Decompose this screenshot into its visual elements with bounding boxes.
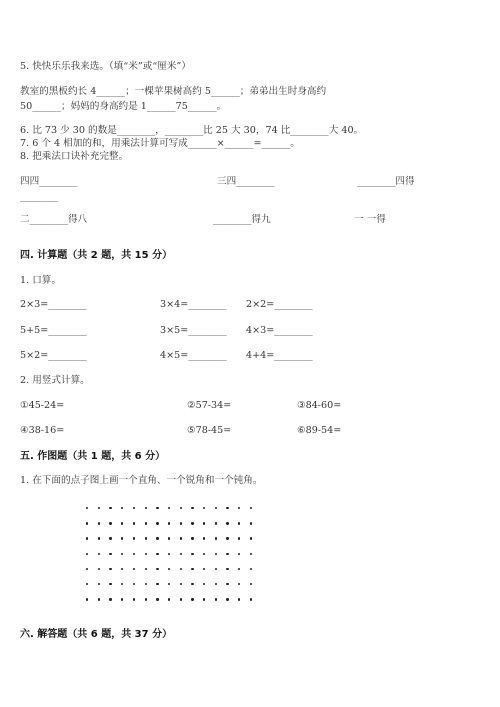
grid-dot <box>180 553 182 555</box>
grid-dot <box>215 598 217 600</box>
oral-item-4: 5+5=________ <box>20 325 87 336</box>
vertical-item-3: ③84-60= <box>297 400 342 411</box>
grid-dot <box>226 537 228 539</box>
grid-dot <box>226 522 228 524</box>
grid-dot <box>215 507 217 509</box>
grid-dot <box>215 553 217 555</box>
section5-heading: 五. 作图题（共 1 题，共 6 分） <box>20 451 166 462</box>
grid-dot <box>215 522 217 524</box>
grid-dot <box>203 507 205 509</box>
grid-dot <box>156 598 158 600</box>
grid-dot <box>250 553 252 555</box>
grid-dot <box>133 553 135 555</box>
grid-dot <box>238 522 240 524</box>
grid-dot <box>98 598 100 600</box>
section4-q1-title: 1. 口算。 <box>20 275 61 286</box>
grid-dot <box>156 537 158 539</box>
q8-title: 8. 把乘法口诀补充完整。 <box>20 151 129 162</box>
section4-q2-title: 2. 用竖式计算。 <box>20 375 90 386</box>
grid-dot <box>133 598 135 600</box>
grid-dot <box>86 553 88 555</box>
grid-dot <box>156 553 158 555</box>
grid-dot <box>203 522 205 524</box>
grid-dot <box>226 507 228 509</box>
q8-item-3: ________四得 <box>357 176 415 187</box>
grid-dot <box>191 583 193 585</box>
grid-dot <box>191 507 193 509</box>
vertical-item-6: ⑥89-54= <box>297 425 342 436</box>
oral-item-8: 4×5=________ <box>160 350 227 361</box>
grid-dot <box>109 537 111 539</box>
grid-dot <box>133 507 135 509</box>
grid-dot <box>145 568 147 570</box>
grid-dot <box>168 522 170 524</box>
grid-dot <box>86 507 88 509</box>
vertical-item-5: ⑤78-45= <box>187 425 232 436</box>
grid-dot <box>145 598 147 600</box>
grid-dot <box>215 568 217 570</box>
grid-dot <box>203 537 205 539</box>
grid-dot <box>250 522 252 524</box>
grid-dot <box>109 598 111 600</box>
grid-dot <box>203 568 205 570</box>
grid-dot <box>250 537 252 539</box>
grid-dot <box>215 537 217 539</box>
grid-dot <box>86 568 88 570</box>
q6-text: 6. 比 73 少 30 的数是________，________比 25 大 30，74 比________大 40。 <box>20 125 364 136</box>
grid-dot <box>168 568 170 570</box>
grid-dot <box>98 568 100 570</box>
grid-dot <box>109 553 111 555</box>
grid-dot <box>168 598 170 600</box>
grid-dot <box>133 568 135 570</box>
grid-dot <box>180 537 182 539</box>
grid-dot <box>238 568 240 570</box>
q8-item-4: ________ <box>20 191 59 202</box>
grid-dot <box>86 598 88 600</box>
grid-dot <box>86 583 88 585</box>
grid-dot <box>86 522 88 524</box>
grid-dot <box>133 583 135 585</box>
grid-dot <box>156 568 158 570</box>
grid-dot <box>145 583 147 585</box>
oral-item-9: 4+4=________ <box>246 350 313 361</box>
grid-dot <box>145 507 147 509</box>
grid-dot <box>168 507 170 509</box>
grid-dot <box>98 522 100 524</box>
grid-dot <box>191 522 193 524</box>
grid-dot <box>203 598 205 600</box>
grid-dot <box>109 568 111 570</box>
grid-dot <box>109 507 111 509</box>
q8-item-5: 二________得八 <box>20 214 88 225</box>
grid-dot <box>226 583 228 585</box>
q5-title: 5. 快快乐乐我来选。（填“米”或“厘米”） <box>20 61 191 72</box>
grid-dot <box>226 553 228 555</box>
grid-dot <box>86 537 88 539</box>
grid-dot <box>191 553 193 555</box>
grid-dot <box>121 568 123 570</box>
q8-item-2: 三四________ <box>217 176 275 187</box>
grid-dot <box>121 507 123 509</box>
grid-dot <box>168 537 170 539</box>
vertical-item-4: ④38-16= <box>20 425 65 436</box>
oral-item-1: 2×3=________ <box>20 299 87 310</box>
grid-dot <box>203 553 205 555</box>
grid-dot <box>250 583 252 585</box>
grid-dot <box>180 522 182 524</box>
grid-dot <box>180 507 182 509</box>
grid-dot <box>191 598 193 600</box>
grid-dot <box>109 583 111 585</box>
grid-dot <box>145 522 147 524</box>
q7-text: 7. 6 个 4 相加的和，用乘法计算可写成______×______=______。 <box>20 138 300 149</box>
grid-dot <box>133 537 135 539</box>
grid-dot <box>109 522 111 524</box>
q8-item-7: 一 一得 <box>354 214 386 225</box>
dot-grid <box>86 507 261 609</box>
grid-dot <box>180 583 182 585</box>
grid-dot <box>156 507 158 509</box>
grid-dot <box>121 583 123 585</box>
grid-dot <box>121 553 123 555</box>
grid-dot <box>226 568 228 570</box>
grid-dot <box>250 598 252 600</box>
oral-item-3: 2×2=________ <box>246 299 313 310</box>
grid-dot <box>133 522 135 524</box>
grid-dot <box>145 553 147 555</box>
grid-dot <box>250 507 252 509</box>
grid-dot <box>98 507 100 509</box>
grid-dot <box>250 568 252 570</box>
grid-dot <box>168 583 170 585</box>
grid-dot <box>203 583 205 585</box>
grid-dot <box>238 583 240 585</box>
grid-dot <box>191 568 193 570</box>
grid-dot <box>238 507 240 509</box>
q5-line-2: 50______；妈妈的身高约是 1______75______。 <box>20 101 227 112</box>
q8-item-1: 四四________ <box>20 176 78 187</box>
section4-heading: 四. 计算题（共 2 题，共 15 分） <box>20 250 173 261</box>
grid-dot <box>238 537 240 539</box>
grid-dot <box>156 583 158 585</box>
grid-dot <box>98 537 100 539</box>
grid-dot <box>121 522 123 524</box>
section5-q1-title: 1. 在下面的点子图上画一个直角、一个锐角和一个钝角。 <box>20 475 263 486</box>
grid-dot <box>121 598 123 600</box>
grid-dot <box>191 537 193 539</box>
grid-dot <box>215 583 217 585</box>
grid-dot <box>180 598 182 600</box>
grid-dot <box>156 522 158 524</box>
grid-dot <box>238 553 240 555</box>
grid-dot <box>168 553 170 555</box>
vertical-item-1: ①45-24= <box>20 400 65 411</box>
oral-item-6: 4×3=________ <box>246 325 313 336</box>
vertical-item-2: ②57-34= <box>187 400 232 411</box>
oral-item-5: 3×5=________ <box>160 325 227 336</box>
grid-dot <box>226 598 228 600</box>
section6-heading: 六. 解答题（共 6 题，共 37 分） <box>20 629 173 640</box>
grid-dot <box>180 568 182 570</box>
grid-dot <box>98 553 100 555</box>
q5-line-1: 教室的黑板约长 4______；一棵苹果树高约 5______；弟弟出生时身高约 <box>20 86 327 97</box>
oral-item-2: 3×4=________ <box>160 299 227 310</box>
q8-item-6: ________得九 <box>213 214 271 225</box>
oral-item-7: 5×2=________ <box>20 350 87 361</box>
grid-dot <box>238 598 240 600</box>
grid-dot <box>145 537 147 539</box>
grid-dot <box>98 583 100 585</box>
grid-dot <box>121 537 123 539</box>
